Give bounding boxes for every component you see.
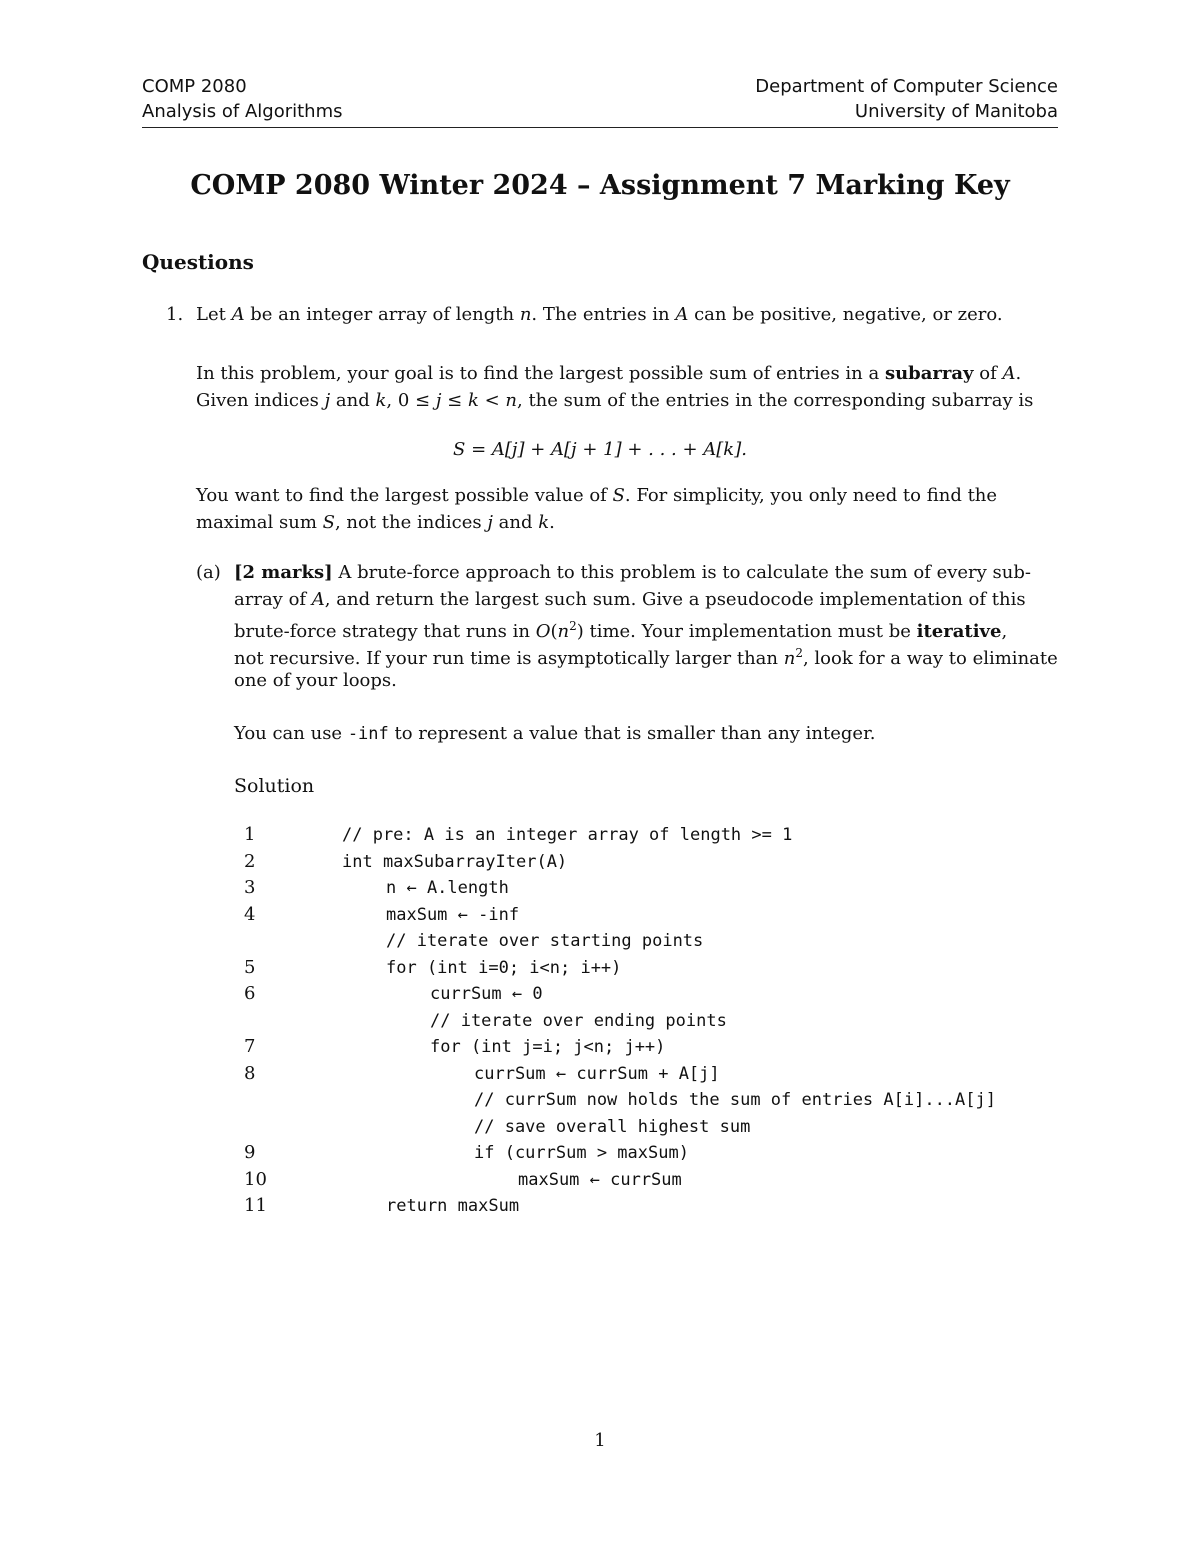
running-header xyxy=(142,74,1058,124)
part-a-line1: [2 marks] A brute-force approach to this problem is to calculate the sum of every sub- xyxy=(234,562,1031,583)
code-line: 9 if (currSum > maxSum) xyxy=(244,1142,689,1163)
code-line: 2 int maxSubarrayIter(A) xyxy=(244,850,568,872)
code-line: 7 for (int j=i; j<n; j++) xyxy=(244,1036,666,1057)
page-number: 1 xyxy=(594,1430,606,1451)
question-number: 1. xyxy=(166,304,184,325)
code-line: // currSum now holds the sum of entries A[i]...A[j] xyxy=(474,1090,996,1110)
question-intro: Let A be an integer array of length n. The entries in A can be positive, negative, or zero. xyxy=(196,304,1003,325)
question-indices: Given indices j and k, 0 ≤ j ≤ k < n, the sum of the entries in the corresponding subarray is xyxy=(196,390,1034,411)
university-name: University of Manitoba xyxy=(854,101,1058,122)
code-line: 8 currSum ← currSum + A[j] xyxy=(244,1062,720,1084)
course-code: COMP 2080 xyxy=(142,76,247,97)
pseudocode-listing xyxy=(244,822,996,1220)
question-want-line2: maximal sum S, not the indices j and k. xyxy=(196,512,555,533)
course-name: Analysis of Algorithms xyxy=(142,101,343,122)
code-line: 10 maxSum ← currSum xyxy=(244,1168,682,1190)
code-line: 6 currSum ← 0 xyxy=(244,983,543,1004)
section-heading: Questions xyxy=(142,250,254,274)
code-line: // iterate over ending points xyxy=(430,1010,727,1031)
part-a-label: (a) xyxy=(196,562,221,583)
code-line: 4 maxSum ← -inf xyxy=(244,903,520,925)
code-line: 11 return maxSum xyxy=(244,1195,520,1216)
department-name: Department of Computer Science xyxy=(755,76,1058,97)
part-a-marks: [2 marks] xyxy=(234,562,333,583)
sum-formula: S = A[j] + A[j + 1] + . . . + A[k]. xyxy=(453,439,747,460)
question-want-line1: You want to find the largest possible value of S. For simplicity, you only need to find the xyxy=(196,485,998,506)
code-line: 3 n ← A.length xyxy=(244,877,509,898)
code-line: // iterate over starting points xyxy=(386,931,704,951)
code-line: 5 for (int i=0; i<n; i++) xyxy=(244,956,622,978)
part-a-line4: not recursive. If your run time is asymptotically larger than $n^2$, look for a way to eliminate xyxy=(234,646,1058,669)
solution-heading: Solution xyxy=(234,775,315,797)
header-rule xyxy=(142,127,1058,128)
code-line: // save overall highest sum xyxy=(474,1116,751,1137)
document-title: COMP 2080 Winter 2024 – Assignment 7 Marking Key xyxy=(190,170,1010,201)
part-a-line5: one of your loops. xyxy=(234,670,397,691)
part-a-line3: brute-force strategy that runs in $O(n^2)$ time. Your implementation must be iterative, xyxy=(234,619,1008,642)
question-goal: In this problem, your goal is to find the largest possible sum of entries in a subarray of A. xyxy=(196,363,1022,384)
part-a-line2: array of A, and return the largest such sum. Give a pseudocode implementation of this xyxy=(234,589,1026,610)
code-line: 1 // pre: A is an integer array of length >= 1 xyxy=(244,824,793,845)
part-a-hint: You can use -inf to represent a value that is smaller than any integer. xyxy=(234,723,876,744)
